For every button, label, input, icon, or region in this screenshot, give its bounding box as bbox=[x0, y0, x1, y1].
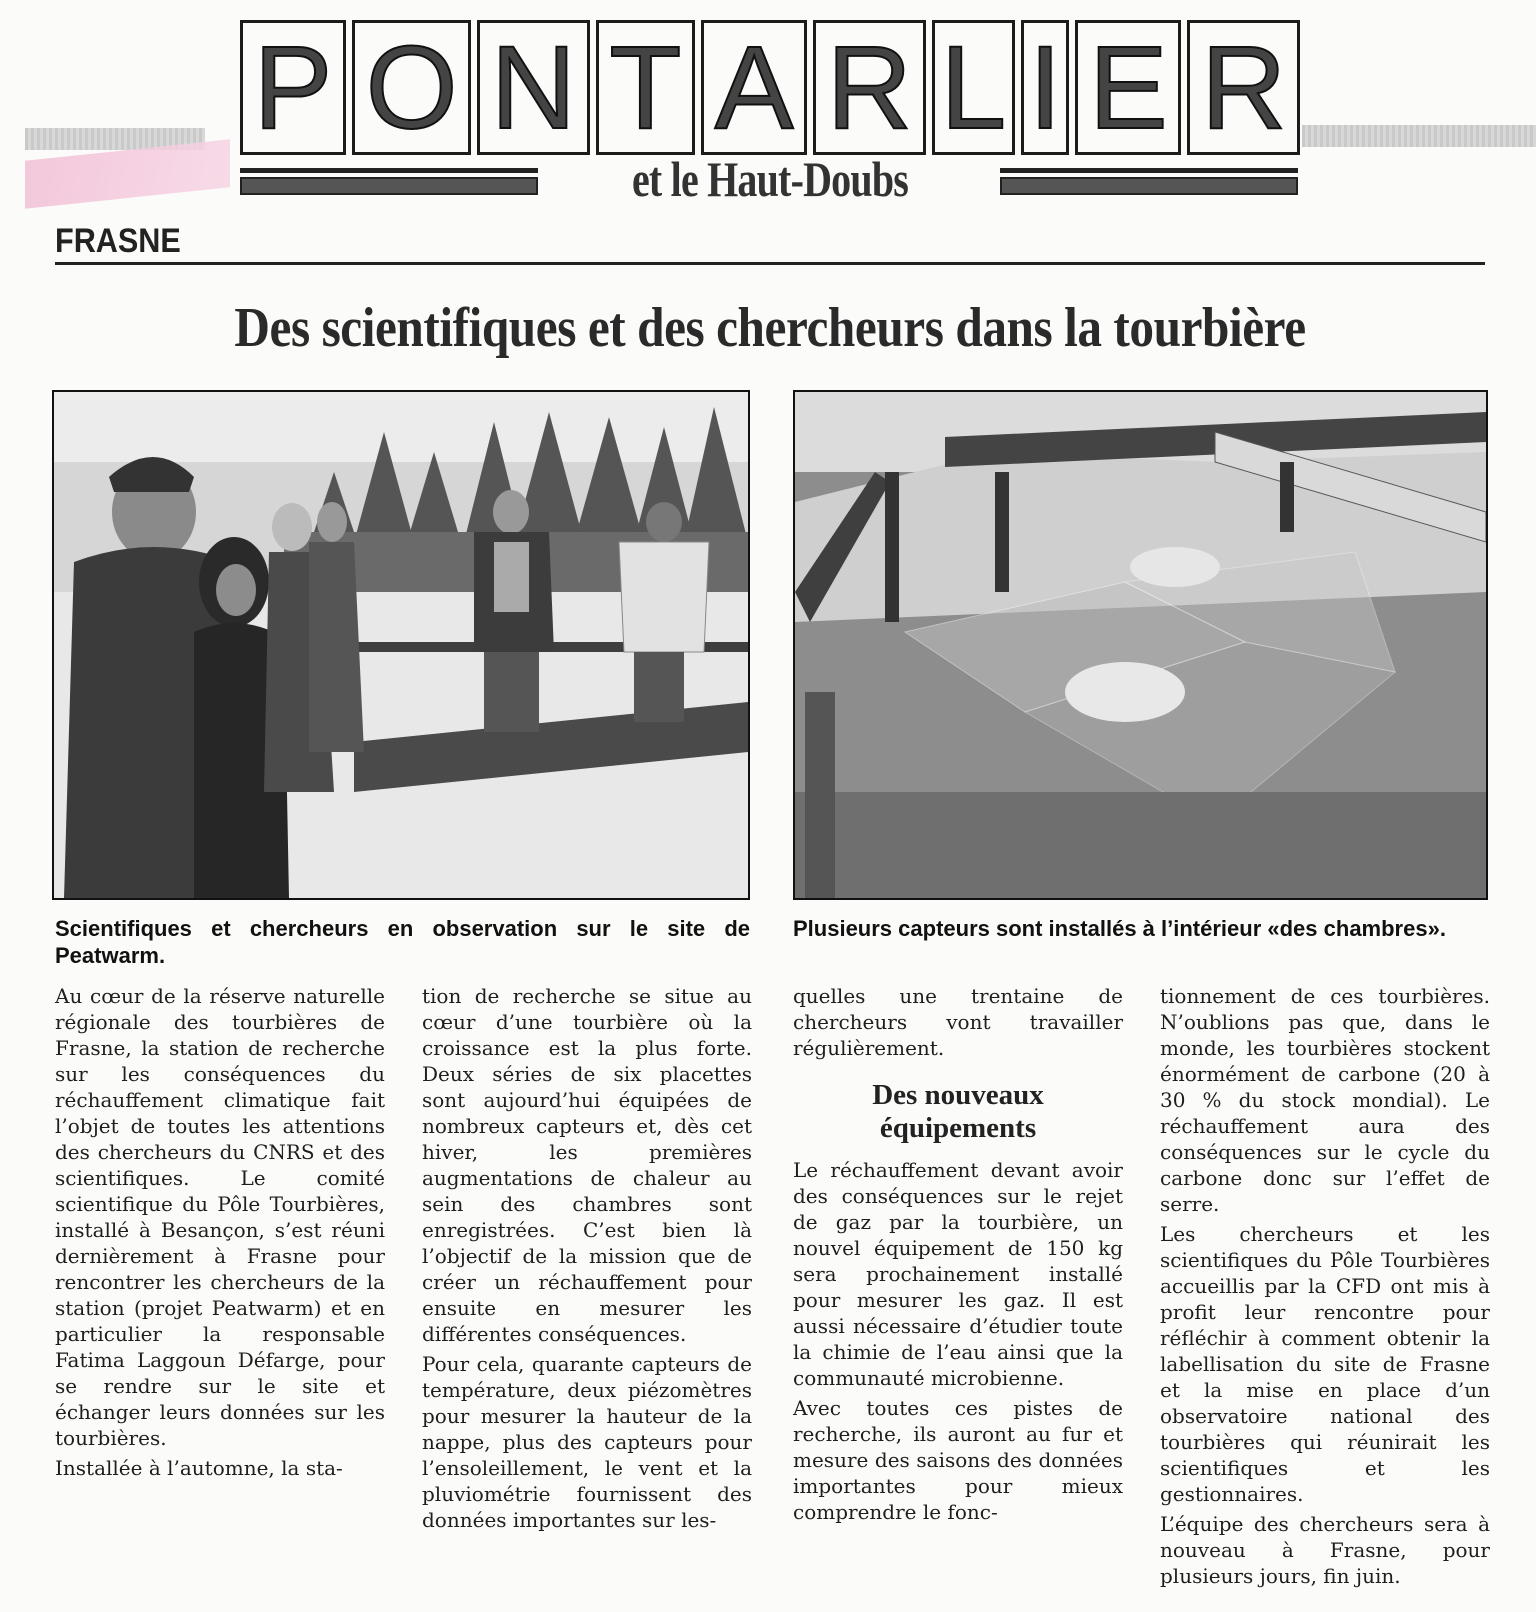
paragraph: Le réchauffement devant avoir des conséquences sur le rejet de gaz par la tourbière, un nouvel équipement de 150 kg sera prochainement installé pour mesurer les gaz. Il est aussi nécessaire d’étudier toute la chimie de l’eau ainsi que la communauté microbienne. bbox=[793, 1158, 1123, 1390]
subtitle-rule-left bbox=[240, 168, 538, 198]
photo-chambers bbox=[793, 390, 1488, 900]
masthead-letter: E bbox=[1075, 20, 1181, 155]
article-column-1 bbox=[55, 983, 385, 1485]
photo-chambers-caption: Plusieurs capteurs sont installés à l’intérieur «des chambres». bbox=[793, 916, 1446, 941]
paragraph: Pour cela, quarante capteurs de température, deux piézomètres pour mesurer la hauteur de la nappe, plus des capteurs pour l’ensoleillement, le vent et la pluviométrie fournissent des données importantes sur les- bbox=[422, 1352, 752, 1532]
masthead-letter: L bbox=[932, 20, 1015, 155]
photo-scientists bbox=[52, 390, 750, 900]
photo-scientists-caption: Scientifiques et chercheurs en observation sur le site de Peatwarm. bbox=[55, 916, 750, 968]
masthead-title bbox=[240, 20, 1300, 155]
article-headline: Des scientifiques et des chercheurs dans la tourbière bbox=[234, 297, 1306, 359]
section-label: FRASNE bbox=[55, 222, 181, 260]
paragraph: tion de recherche se situe au cœur d’une tourbière où la croissance est la plus forte. Deux séries de six placettes sont aujourd’hui équipées de nombreux capteurs et, dès cet hiver, les premières augmentations de chaleur au sein des chambres sont enregistrées. C’est bien là l’objectif de la mission que de créer un réchauffement pour ensuite en mesurer les différentes conséquences. bbox=[422, 984, 752, 1346]
paragraph: Installée à l’automne, la sta- bbox=[55, 1456, 343, 1480]
masthead-letter: N bbox=[477, 20, 590, 155]
article-column-2 bbox=[422, 983, 752, 1537]
article-column-4 bbox=[1160, 983, 1490, 1593]
masthead-letter: R bbox=[813, 20, 926, 155]
masthead-letter: I bbox=[1021, 20, 1069, 155]
masthead-letter: R bbox=[1187, 20, 1300, 155]
masthead-subtitle: et le Haut-Doubs bbox=[631, 151, 909, 207]
paragraph: Au cœur de la réserve naturelle régionale des tourbières de Frasne, la station de recherche sur les conséquences du réchauffement climatique fait l’objet de toutes les attentions des chercheurs du CNRS et des scientifiques. Le comité scientifique du Pôle Tourbières, installé à Besançon, s’est réuni dernièrement à Frasne pour rencontrer les chercheurs de la station (projet Peatwarm) et en particulier la responsable Fatima Laggoun Défarge, pour se rendre sur le site et échanger leurs données sur les tourbières. bbox=[55, 984, 385, 1450]
paragraph: tionnement de ces tourbières. N’oublions pas que, dans le monde, les tourbières stockent énormément de carbone (20 à 30 % du stock mondial). Le réchauffement aura des conséquences sur le cycle du carbone donc sur l’effet de serre. bbox=[1160, 984, 1490, 1216]
masthead-letter: O bbox=[352, 20, 471, 155]
article-subheading: Des nouveaux équipements bbox=[872, 1079, 1044, 1144]
subtitle-rule-right bbox=[1000, 168, 1298, 198]
photo-scientists-illustration bbox=[54, 392, 748, 898]
masthead-letter: P bbox=[240, 20, 346, 155]
masthead-letter: A bbox=[701, 20, 807, 155]
section-rule bbox=[55, 262, 1485, 265]
article-column-3 bbox=[793, 983, 1123, 1529]
photo-chambers-illustration bbox=[795, 392, 1486, 898]
masthead-right-bar bbox=[1302, 125, 1536, 147]
paragraph: Les chercheurs et les scientifiques du Pôle Tourbières accueillis par la CFD ont mis à profit leur rencontre pour réfléchir à comment obtenir la labellisation du site de Frasne et la mise en place d’un observatoire national des tourbières qui réunirait les scientifiques et les gestionnaires. bbox=[1160, 1222, 1490, 1506]
masthead-letter: T bbox=[596, 20, 695, 155]
paragraph: L’équipe des chercheurs sera à nouveau à Frasne, pour plusieurs jours, fin juin. bbox=[1160, 1512, 1490, 1588]
paragraph: Avec toutes ces pistes de recherche, ils auront au fur et mesure des saisons des données importantes pour mieux comprendre le fonc- bbox=[793, 1396, 1123, 1524]
paragraph: quelles une trentaine de chercheurs vont travailler régulièrement. bbox=[793, 984, 1123, 1060]
